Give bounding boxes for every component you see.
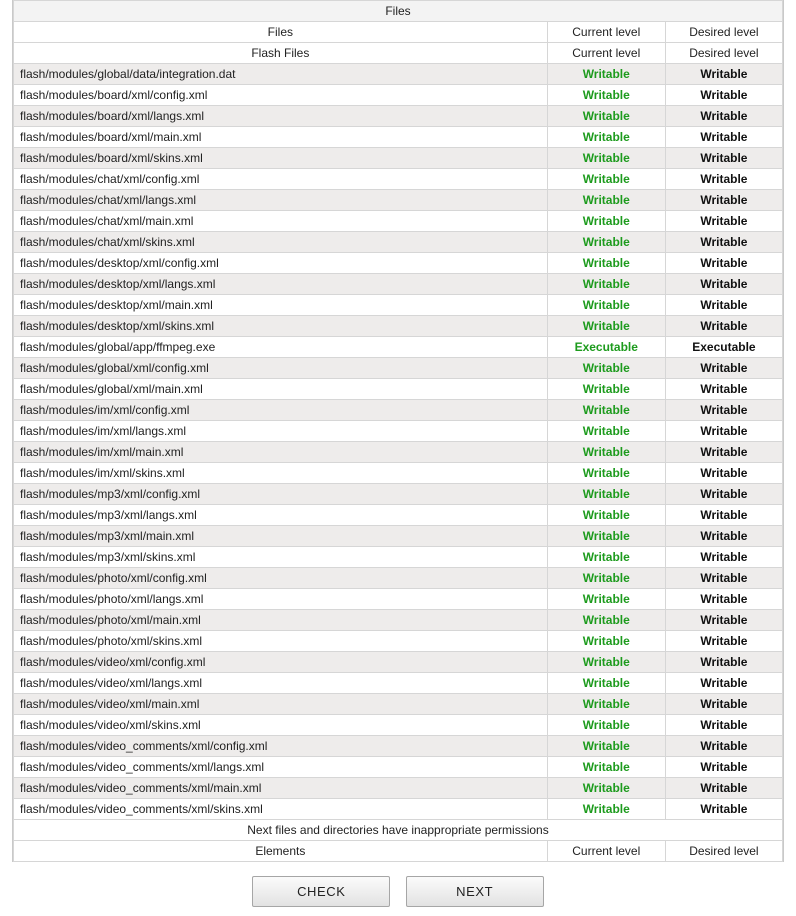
elements-header-desired-level: Desired level (665, 841, 782, 862)
desired-level-value: Writable (665, 757, 782, 778)
file-path: flash/modules/mp3/xml/langs.xml (14, 505, 548, 526)
table-row (14, 673, 783, 694)
file-path: flash/modules/global/xml/main.xml (14, 379, 548, 400)
current-level-value: Writable (547, 421, 665, 442)
table-row (14, 211, 783, 232)
file-path: flash/modules/video/xml/main.xml (14, 694, 548, 715)
desired-level-value: Writable (665, 694, 782, 715)
desired-level-value: Executable (665, 337, 782, 358)
table-row (14, 169, 783, 190)
desired-level-value: Writable (665, 127, 782, 148)
table-row (14, 253, 783, 274)
current-level-value: Writable (547, 757, 665, 778)
current-level-value: Writable (547, 295, 665, 316)
current-level-value: Writable (547, 442, 665, 463)
elements-header-row (14, 841, 783, 862)
notice-row (14, 820, 783, 841)
desired-level-value: Writable (665, 715, 782, 736)
desired-level-value: Writable (665, 379, 782, 400)
desired-level-value: Writable (665, 673, 782, 694)
file-path: flash/modules/global/xml/config.xml (14, 358, 548, 379)
file-path: flash/modules/photo/xml/config.xml (14, 568, 548, 589)
table-header-row (14, 22, 783, 43)
table-row (14, 148, 783, 169)
file-path: flash/modules/photo/xml/main.xml (14, 610, 548, 631)
desired-level-value: Writable (665, 421, 782, 442)
table-row (14, 463, 783, 484)
next-button[interactable]: NEXT (406, 876, 544, 907)
elements-header-current-level: Current level (547, 841, 665, 862)
current-level-value: Writable (547, 778, 665, 799)
file-path: flash/modules/video_comments/xml/config.xml (14, 736, 548, 757)
permissions-table-body (14, 1, 783, 862)
action-buttons (12, 876, 784, 907)
desired-level-value: Writable (665, 463, 782, 484)
table-row (14, 694, 783, 715)
file-path: flash/modules/im/xml/config.xml (14, 400, 548, 421)
desired-level-value: Writable (665, 148, 782, 169)
desired-level-value: Writable (665, 295, 782, 316)
file-path: flash/modules/board/xml/langs.xml (14, 106, 548, 127)
current-level-value: Writable (547, 316, 665, 337)
current-level-value: Writable (547, 526, 665, 547)
table-row (14, 442, 783, 463)
desired-level-value: Writable (665, 169, 782, 190)
notice-text: Next files and directories have inappropriate permissions (14, 820, 783, 841)
file-path: flash/modules/video_comments/xml/langs.xml (14, 757, 548, 778)
current-level-value: Writable (547, 589, 665, 610)
file-path: flash/modules/board/xml/skins.xml (14, 148, 548, 169)
column-header-elements: Elements (14, 841, 548, 862)
current-level-value: Writable (547, 673, 665, 694)
file-path: flash/modules/chat/xml/skins.xml (14, 232, 548, 253)
current-level-value: Writable (547, 85, 665, 106)
table-row (14, 316, 783, 337)
current-level-value: Writable (547, 127, 665, 148)
desired-level-value: Writable (665, 85, 782, 106)
file-path: flash/modules/desktop/xml/main.xml (14, 295, 548, 316)
current-level-value: Writable (547, 106, 665, 127)
table-row (14, 64, 783, 85)
desired-level-value: Writable (665, 778, 782, 799)
file-path: flash/modules/global/app/ffmpeg.exe (14, 337, 548, 358)
current-level-value: Writable (547, 652, 665, 673)
table-row (14, 526, 783, 547)
current-level-value: Writable (547, 736, 665, 757)
file-path: flash/modules/video_comments/xml/main.xml (14, 778, 548, 799)
current-level-value: Writable (547, 484, 665, 505)
file-path: flash/modules/mp3/xml/skins.xml (14, 547, 548, 568)
table-row (14, 295, 783, 316)
file-path: flash/modules/global/data/integration.dat (14, 64, 548, 85)
desired-level-value: Writable (665, 400, 782, 421)
current-level-value: Writable (547, 568, 665, 589)
table-row (14, 421, 783, 442)
file-path: flash/modules/photo/xml/langs.xml (14, 589, 548, 610)
current-level-value: Writable (547, 379, 665, 400)
file-path: flash/modules/video_comments/xml/skins.xml (14, 799, 548, 820)
column-header-current-level: Current level (547, 22, 665, 43)
desired-level-value: Writable (665, 631, 782, 652)
current-level-value: Writable (547, 169, 665, 190)
desired-level-value: Writable (665, 736, 782, 757)
table-row (14, 400, 783, 421)
file-path: flash/modules/desktop/xml/config.xml (14, 253, 548, 274)
file-path: flash/modules/board/xml/main.xml (14, 127, 548, 148)
table-row (14, 190, 783, 211)
current-level-value: Writable (547, 400, 665, 421)
table-row (14, 337, 783, 358)
file-path: flash/modules/im/xml/langs.xml (14, 421, 548, 442)
section-header-desired-level: Desired level (665, 43, 782, 64)
table-row (14, 484, 783, 505)
current-level-value: Writable (547, 715, 665, 736)
file-path: flash/modules/mp3/xml/main.xml (14, 526, 548, 547)
table-row (14, 379, 783, 400)
table-row (14, 106, 783, 127)
desired-level-value: Writable (665, 106, 782, 127)
table-title-row (14, 1, 783, 22)
file-path: flash/modules/im/xml/skins.xml (14, 463, 548, 484)
current-level-value: Writable (547, 274, 665, 295)
table-row (14, 589, 783, 610)
table-row (14, 568, 783, 589)
section-header-row (14, 43, 783, 64)
current-level-value: Writable (547, 505, 665, 526)
current-level-value: Writable (547, 64, 665, 85)
file-path: flash/modules/photo/xml/skins.xml (14, 631, 548, 652)
table-title: Files (14, 1, 783, 22)
table-row (14, 547, 783, 568)
desired-level-value: Writable (665, 799, 782, 820)
desired-level-value: Writable (665, 589, 782, 610)
table-row (14, 631, 783, 652)
file-path: flash/modules/board/xml/config.xml (14, 85, 548, 106)
table-row (14, 652, 783, 673)
current-level-value: Writable (547, 211, 665, 232)
desired-level-value: Writable (665, 358, 782, 379)
desired-level-value: Writable (665, 211, 782, 232)
table-row (14, 85, 783, 106)
current-level-value: Writable (547, 610, 665, 631)
current-level-value: Writable (547, 694, 665, 715)
table-row (14, 127, 783, 148)
desired-level-value: Writable (665, 547, 782, 568)
section-label-flash-files: Flash Files (14, 43, 548, 64)
desired-level-value: Writable (665, 274, 782, 295)
check-button[interactable]: CHECK (252, 876, 390, 907)
current-level-value: Writable (547, 253, 665, 274)
table-row (14, 736, 783, 757)
column-header-files: Files (14, 22, 548, 43)
current-level-value: Writable (547, 148, 665, 169)
desired-level-value: Writable (665, 232, 782, 253)
file-path: flash/modules/im/xml/main.xml (14, 442, 548, 463)
current-level-value: Writable (547, 190, 665, 211)
current-level-value: Writable (547, 358, 665, 379)
desired-level-value: Writable (665, 316, 782, 337)
desired-level-value: Writable (665, 505, 782, 526)
desired-level-value: Writable (665, 484, 782, 505)
current-level-value: Executable (547, 337, 665, 358)
file-path: flash/modules/video/xml/skins.xml (14, 715, 548, 736)
permissions-table (13, 0, 783, 862)
table-row (14, 505, 783, 526)
desired-level-value: Writable (665, 568, 782, 589)
desired-level-value: Writable (665, 526, 782, 547)
desired-level-value: Writable (665, 610, 782, 631)
content-frame (12, 0, 784, 862)
current-level-value: Writable (547, 547, 665, 568)
desired-level-value: Writable (665, 190, 782, 211)
file-path: flash/modules/chat/xml/config.xml (14, 169, 548, 190)
file-path: flash/modules/video/xml/langs.xml (14, 673, 548, 694)
table-row (14, 232, 783, 253)
column-header-desired-level: Desired level (665, 22, 782, 43)
desired-level-value: Writable (665, 652, 782, 673)
current-level-value: Writable (547, 631, 665, 652)
file-path: flash/modules/mp3/xml/config.xml (14, 484, 548, 505)
table-row (14, 610, 783, 631)
file-path: flash/modules/chat/xml/langs.xml (14, 190, 548, 211)
current-level-value: Writable (547, 463, 665, 484)
current-level-value: Writable (547, 799, 665, 820)
section-header-current-level: Current level (547, 43, 665, 64)
file-path: flash/modules/chat/xml/main.xml (14, 211, 548, 232)
table-row (14, 799, 783, 820)
file-path: flash/modules/desktop/xml/langs.xml (14, 274, 548, 295)
table-row (14, 715, 783, 736)
file-path: flash/modules/desktop/xml/skins.xml (14, 316, 548, 337)
table-row (14, 358, 783, 379)
table-row (14, 778, 783, 799)
desired-level-value: Writable (665, 442, 782, 463)
table-row (14, 757, 783, 778)
desired-level-value: Writable (665, 64, 782, 85)
file-path: flash/modules/video/xml/config.xml (14, 652, 548, 673)
current-level-value: Writable (547, 232, 665, 253)
table-row (14, 274, 783, 295)
desired-level-value: Writable (665, 253, 782, 274)
